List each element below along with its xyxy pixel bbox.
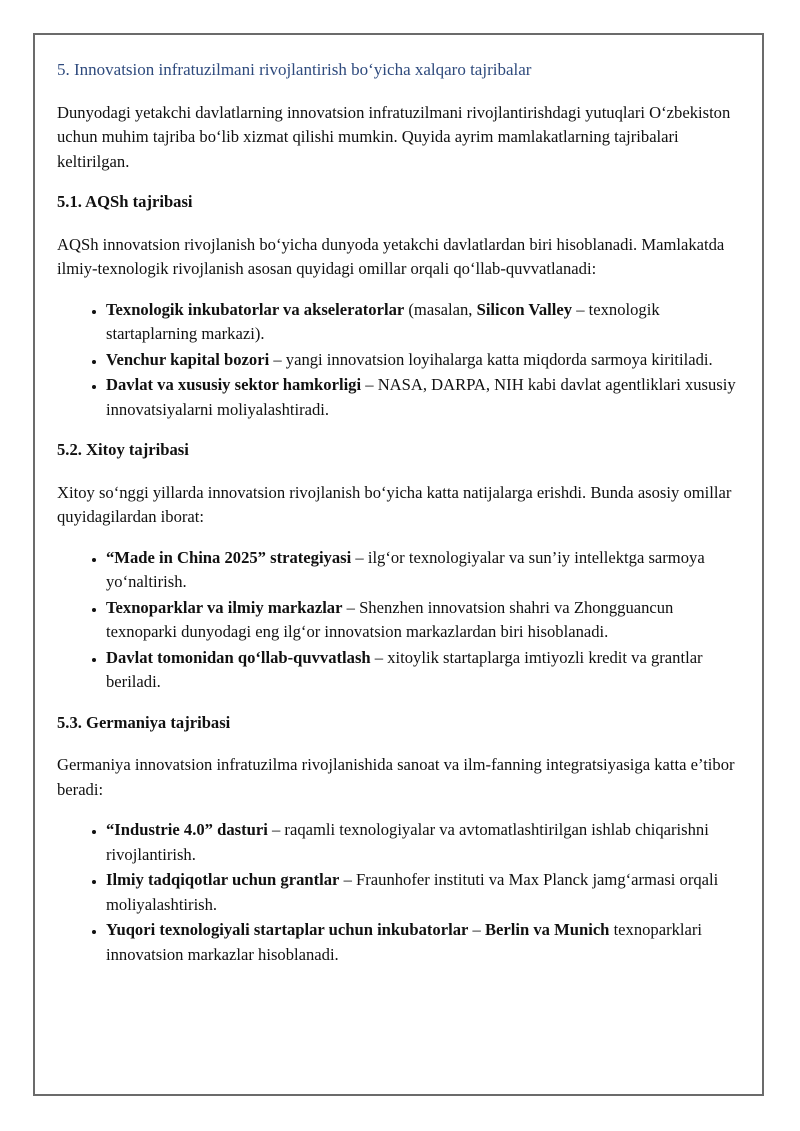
- section-heading: 5. Innovatsion infratuzilmani rivojlantirish bo‘yicha xalqaro tajribalar: [57, 60, 532, 79]
- list-item: • Davlat tomonidan qo‘llab-quvvatlash – xitoylik startaplarga imtiyozli kredit va grantlar beriladi.: [106, 646, 747, 695]
- bullet-list-usa: [57, 298, 747, 423]
- list-item: • Venchur kapital bozori – yangi innovatsion loyihalarga katta miqdorda sarmoya kiritiladi.: [106, 348, 747, 373]
- subsection-paragraph-germany: Germaniya innovatsion infratuzilma rivojlanishida sanoat va ilm-fanning integratsiyasiga katta e’tibor beradi:: [57, 755, 735, 799]
- bullet-list-germany: [57, 818, 747, 967]
- list-item: • “Made in China 2025” strategiyasi – ilg‘or texnologiyalar va sun’iy intellektga sarmoya yo‘naltirish.: [106, 546, 747, 595]
- list-item: • Texnologik inkubatorlar va akseleratorlar (masalan, Silicon Valley – texnologik startaplarning markazi).: [106, 298, 747, 347]
- subsection-paragraph-china: Xitoy so‘nggi yillarda innovatsion rivojlanish bo‘yicha katta natijalarga erishdi. Bunda asosiy omillar quyidagilardan iborat:: [57, 482, 732, 526]
- list-item: • Ilmiy tadqiqotlar uchun grantlar – Fraunhofer instituti va Max Planck jamg‘armasi orqali moliyalashtirish.: [106, 868, 747, 917]
- subsection-title-germany: 5.3. Germaniya tajribasi: [57, 712, 231, 732]
- intro-paragraph: Dunyodagi yetakchi davlatlarning innovatsion infratuzilmani rivojlantirishdagi yutuqlari O‘zbekiston uchun muhim tajriba bo‘lib xizmat qilishi mumkin. Quyida ayrim mamlakatlarning tajribalari keltirilgan.: [57, 102, 731, 171]
- document-body: [57, 58, 747, 983]
- list-item: • Yuqori texnologiyali startaplar uchun inkubatorlar – Berlin va Munich texnoparklari innovatsion markazlar hisoblanadi.: [106, 918, 747, 967]
- subsection-paragraph-usa: AQSh innovatsion rivojlanish bo‘yicha dunyoda yetakchi davlatlardan biri hisoblanadi. Mamlakatda ilmiy-texnologik rivojlanish asosan quyidagi omillar orqali qo‘llab-quvvatlanadi:: [57, 234, 725, 278]
- subsection-title-china: 5.2. Xitoy tajribasi: [57, 440, 189, 459]
- subsection-title-usa: 5.1. AQSh tajribasi: [57, 192, 193, 211]
- list-item: • Texnoparklar va ilmiy markazlar – Shenzhen innovatsion shahri va Zhongguancun texnoparki dunyodagi eng ilg‘or innovatsion markazlardan biri hisoblanadi.: [106, 596, 747, 645]
- list-item: • Davlat va xususiy sektor hamkorligi – NASA, DARPA, NIH kabi davlat agentliklari xususiy innovatsiyalarni moliyalashtiradi.: [106, 373, 747, 422]
- list-item: • “Industrie 4.0” dasturi – raqamli texnologiyalar va avtomatlashtirilgan ishlab chiqarishni rivojlantirish.: [106, 818, 747, 867]
- bullet-list-china: [57, 546, 747, 695]
